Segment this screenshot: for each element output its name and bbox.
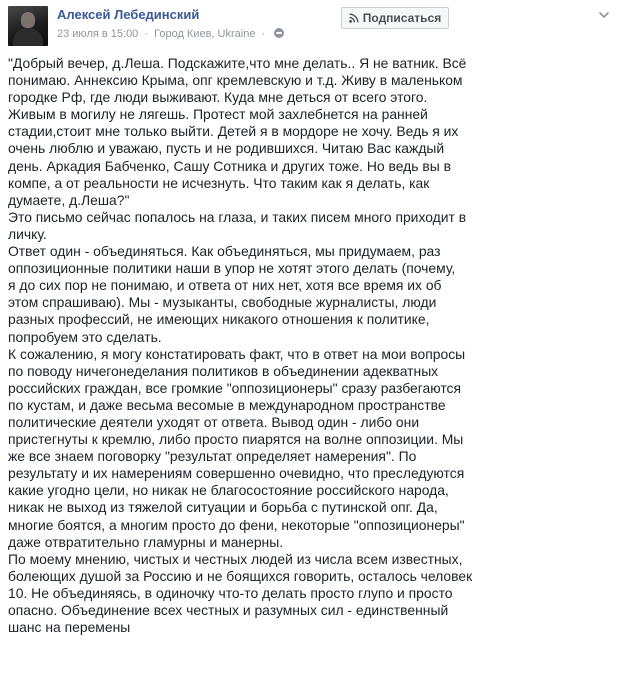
subscribe-label: Подписаться (362, 11, 442, 25)
globe-icon (274, 28, 284, 38)
post-text-line: думаете, д.Леша?" (8, 191, 130, 208)
post-text-line: российских граждан, все громкие "оппозиционеры" сразу разбегаются (8, 379, 462, 396)
post-text-line: попробуем это сделать. (8, 328, 162, 345)
post-text-line: Это письмо сейчас попалось на глаза, и таких писем много приходит в (8, 208, 467, 225)
author-avatar[interactable] (8, 6, 48, 46)
post-text-line: даже отвратительно гламурны и манерны. (8, 533, 284, 550)
rss-icon (349, 13, 359, 23)
post-text-line: 10. Не объединяясь, в одиночку что-то делать просто глупо и просто (8, 584, 453, 601)
post-location[interactable]: Город Киев, Ukraine (154, 28, 256, 40)
post-date[interactable]: 23 июля в 15:00 (57, 28, 139, 40)
post-text-line: "Добрый вечер, д.Леша. Подскажите,что мне делать.. Я не ватник. Всё (8, 55, 467, 71)
post-text-line: очень люблю и уважаю, пусть и не родившихся. Читаю Вас каждый (8, 140, 445, 157)
post-text-line: по поводу ничегонеделания политиков в объединении адекватных (8, 362, 439, 379)
post-text-line: никак не выход из тяжелой ситуации и борьба с путинской опг. Да, (8, 499, 438, 516)
subscribe-button[interactable] (341, 7, 449, 29)
post-text-line: По моему мнению, чистых и честных людей из числа всем известных, (8, 550, 463, 567)
post-text-line: Живым в могилу не лягешь. Протест мой захлебнется на ранней (8, 106, 428, 123)
post-text-line: политические деятели уходят от ответа. Вывод один - либо они (8, 413, 420, 430)
post-text-line: разных профессий, не имеющих никакого отношения к политике, (8, 311, 430, 328)
meta-separator: · (144, 28, 149, 40)
post-text-line: шанс на перемены (8, 619, 131, 636)
author-name[interactable]: Алексей Лебединский (57, 7, 200, 22)
post-text-line: понимаю. Аннексию Крыма, опг кремлевскую и т.д. Живу в маленьком (8, 72, 463, 89)
post-text-line: К сожалению, я могу констатировать факт, что в ответ на мои вопросы (8, 345, 466, 362)
post-text-line: городке Рф, где люди выживают. Куда мне деться от всего этого. (8, 89, 428, 106)
post-text-line: день. Аркадия Бабченко, Сашу Сотника и других тоже. Но ведь вы в (8, 157, 451, 174)
avatar-shoulders (13, 28, 43, 46)
post-text-line: какие угодно цели, но никак не благосостояние российского народа, (8, 482, 449, 499)
avatar-face (21, 12, 35, 28)
post-text-line: личку. (8, 225, 47, 242)
post-text-line: болеющих душой за Россию и не боящихся говорить, осталось человек (8, 567, 473, 584)
post-text-line: оппозиционные политики наши в упор не хотят этого делать (почему, (8, 260, 456, 277)
post-text-line: стадии,стоит мне только выйти. Детей я в мордоре не хочу. Ведь я их (8, 123, 459, 140)
post-text-line: этом спрашиваю). Мы - музыканты, свободные журналисты, люди (8, 294, 437, 311)
post-text-line: пристегнуты к кремлю, либо просто пиарятся на волне оппозиции. Мы (8, 431, 464, 448)
post-text-line: же все знаем поговорку "результат определяет намерения". По (8, 448, 417, 465)
post-text-line: Ответ один - объединяться. Как объединяться, мы придумаем, раз (8, 243, 441, 260)
meta-separator: · (261, 28, 266, 40)
post-body (8, 55, 613, 636)
post-text-line: по кустам, и даже весьма весомые в международном пространстве (8, 396, 446, 413)
post-meta (57, 28, 284, 40)
post-text-line: многие боятся, а многим просто до фени, некоторые "оппозиционеры" (8, 516, 465, 533)
post-text-line: я до сих пор не понимаю, и ответа от них нет, хотя все время их об (8, 277, 442, 294)
post-text-line: результату и их намерениям совершенно очевидно, что преследуются (8, 465, 465, 482)
post-text-line: компе, а от реальности не исчезнуть. Что таким как я делать, как (8, 174, 430, 191)
chevron-down-icon[interactable] (597, 8, 611, 22)
post-text-line: опасно. Объединение всех честных и разумных сил - единственный (8, 602, 449, 618)
